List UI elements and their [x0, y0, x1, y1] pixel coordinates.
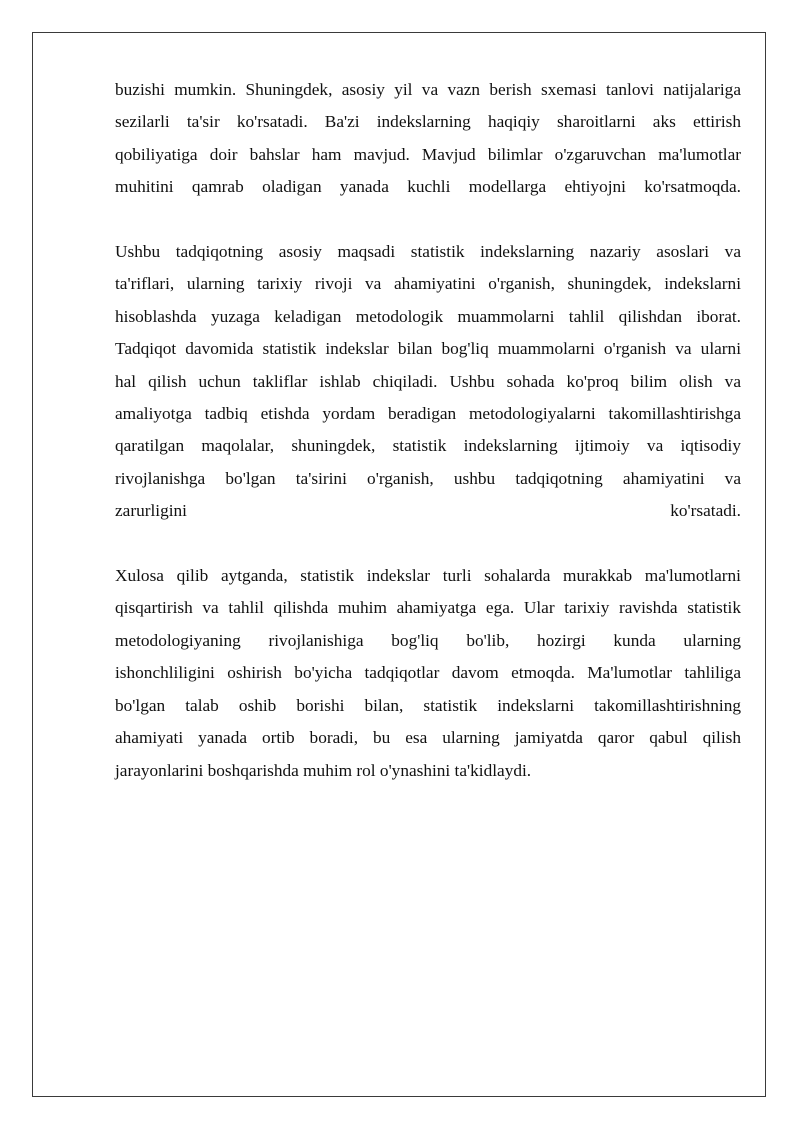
- text-line: zarurligini ko'rsatadi.: [115, 501, 741, 521]
- text-line: qisqartirish va tahlil qilishda muhim ahamiyatga ega. Ular tarixiy ravishda statistik: [115, 598, 741, 618]
- text-line: muhitini qamrab oladigan yanada kuchli modellarga ehtiyojni ko'rsatmoqda.: [115, 177, 741, 197]
- document-body: [115, 74, 741, 787]
- text-line: ishonchliligini oshirish bo'yicha tadqiqotlar davom etmoqda. Ma'lumotlar tahliliga: [115, 663, 741, 683]
- text-line: Tadqiqot davomida statistik indekslar bilan bog'liq muammolarni o'rganish va ularni: [115, 339, 741, 359]
- paragraph-gap: [115, 528, 741, 560]
- paragraph-2: [115, 236, 741, 528]
- text-line: Ushbu tadqiqotning asosiy maqsadi statistik indekslarning nazariy asoslari va: [115, 242, 741, 262]
- text-line: bo'lgan talab oshib borishi bilan, statistik indekslarni takomillashtirishning: [115, 695, 741, 715]
- paragraph-3: [115, 560, 741, 787]
- text-line: metodologiyaning rivojlanishiga bog'liq bo'lib, hozirgi kunda ularning: [115, 630, 741, 650]
- text-line: hisoblashda yuzaga keladigan metodologik muammolarni tahlil qilishdan iborat.: [115, 306, 741, 326]
- paragraph-1: [115, 74, 741, 204]
- paragraph-gap: [115, 204, 741, 236]
- text-line: buzishi mumkin. Shuningdek, asosiy yil va vazn berish sxemasi tanlovi natijalariga: [115, 80, 741, 99]
- text-line: amaliyotga tadbiq etishda yordam beradigan metodologiyalarni takomillashtirishga: [115, 404, 741, 424]
- text-line: ta'riflari, ularning tarixiy rivoji va ahamiyatini o'rganish, shuningdek, indekslarni: [115, 274, 741, 294]
- text-line: jarayonlarini boshqarishda muhim rol o'ynashini ta'kidlaydi.: [115, 760, 532, 780]
- text-line: hal qilish uchun takliflar ishlab chiqiladi. Ushbu sohada ko'proq bilim olish va: [115, 371, 741, 391]
- text-line: qaratilgan maqolalar, shuningdek, statistik indekslarning ijtimoiy va iqtisodiy: [115, 436, 741, 456]
- text-line: qobiliyatiga doir bahslar ham mavjud. Mavjud bilimlar o'zgaruvchan ma'lumotlar: [115, 144, 741, 164]
- text-line: ahamiyati yanada ortib boradi, bu esa ularning jamiyatda qaror qabul qilish: [115, 728, 741, 748]
- text-line: rivojlanishga bo'lgan ta'sirini o'rganish, ushbu tadqiqotning ahamiyatini va: [115, 468, 741, 488]
- text-line: sezilarli ta'sir ko'rsatadi. Ba'zi indekslarning haqiqiy sharoitlarni aks ettirish: [115, 112, 741, 132]
- text-line: Xulosa qilib aytganda, statistik indekslar turli sohalarda murakkab ma'lumotlarni: [115, 566, 741, 586]
